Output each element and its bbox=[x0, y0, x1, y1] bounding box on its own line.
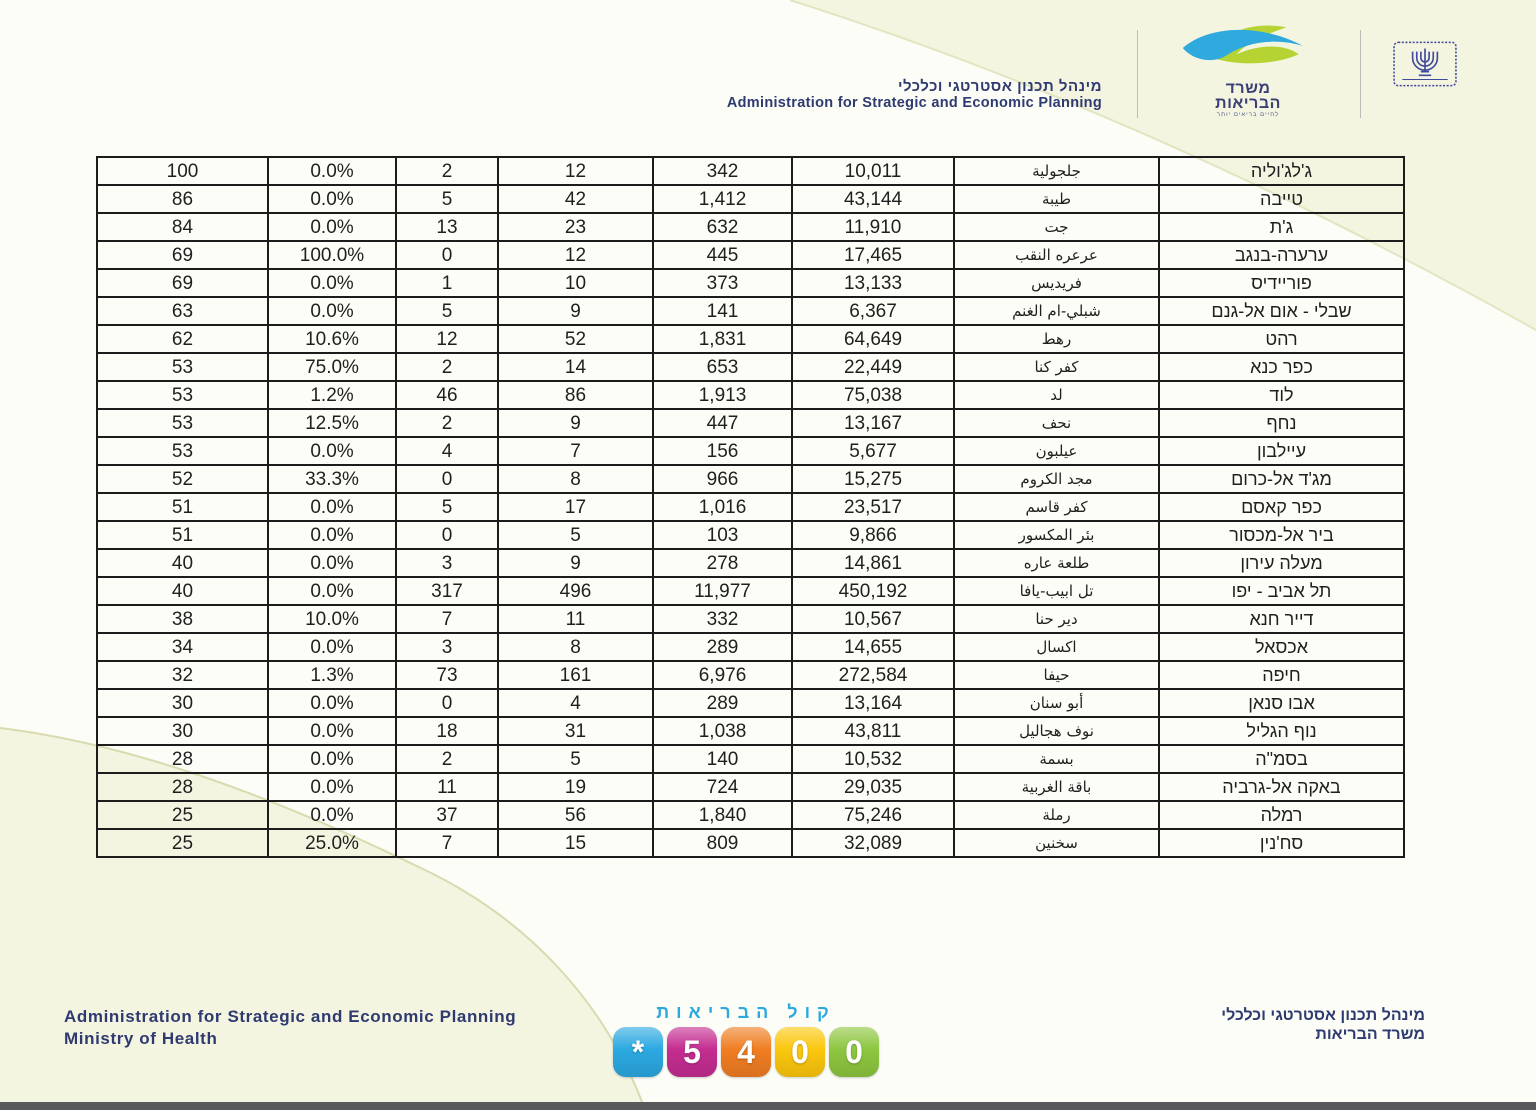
table-cell: 10.0% bbox=[268, 605, 396, 633]
table-cell: 11,910 bbox=[792, 213, 954, 241]
table-cell: 2 bbox=[396, 745, 498, 773]
table-cell: 278 bbox=[653, 549, 792, 577]
table-cell: فريديس bbox=[954, 269, 1159, 297]
table-cell: 22,449 bbox=[792, 353, 954, 381]
table-cell: كفر كنا bbox=[954, 353, 1159, 381]
table-cell: 14,861 bbox=[792, 549, 954, 577]
table-row bbox=[97, 689, 1404, 717]
table-cell: 0.0% bbox=[268, 577, 396, 605]
table-cell: מעלה עירון bbox=[1159, 549, 1404, 577]
table-cell: ביר אל-מכסור bbox=[1159, 521, 1404, 549]
table-cell: בסמ"ה bbox=[1159, 745, 1404, 773]
table-cell: 317 bbox=[396, 577, 498, 605]
health-hotline-logo bbox=[606, 1002, 886, 1077]
table-cell: 1,016 bbox=[653, 493, 792, 521]
table-cell: 5 bbox=[498, 745, 653, 773]
table-cell: כפר כנא bbox=[1159, 353, 1404, 381]
table-cell: 64,649 bbox=[792, 325, 954, 353]
table-cell: 0.0% bbox=[268, 689, 396, 717]
table-cell: נחף bbox=[1159, 409, 1404, 437]
table-row bbox=[97, 213, 1404, 241]
table-cell: أبو سنان bbox=[954, 689, 1159, 717]
table-cell: 73 bbox=[396, 661, 498, 689]
table-cell: 25 bbox=[97, 801, 268, 829]
table-cell: תל אביב - יפו bbox=[1159, 577, 1404, 605]
table-cell: 161 bbox=[498, 661, 653, 689]
table-cell: 11,977 bbox=[653, 577, 792, 605]
table-cell: 52 bbox=[97, 465, 268, 493]
table-cell: 0.0% bbox=[268, 521, 396, 549]
table-cell: 13,164 bbox=[792, 689, 954, 717]
table-cell: 43,811 bbox=[792, 717, 954, 745]
table-cell: 103 bbox=[653, 521, 792, 549]
table-cell: 11 bbox=[498, 605, 653, 633]
table-cell: 53 bbox=[97, 353, 268, 381]
table-cell: دير حنا bbox=[954, 605, 1159, 633]
table-cell: 75.0% bbox=[268, 353, 396, 381]
hotline-tile-five: 5 bbox=[667, 1027, 717, 1077]
table-cell: 1.2% bbox=[268, 381, 396, 409]
table-cell: 23 bbox=[498, 213, 653, 241]
table-cell: نوف هجاليل bbox=[954, 717, 1159, 745]
table-cell: 447 bbox=[653, 409, 792, 437]
table-cell: טייבה bbox=[1159, 185, 1404, 213]
table-cell: 0.0% bbox=[268, 157, 396, 185]
table-cell: 0.0% bbox=[268, 801, 396, 829]
table-cell: 3 bbox=[396, 549, 498, 577]
table-cell: طلعة عاره bbox=[954, 549, 1159, 577]
table-cell: 6,976 bbox=[653, 661, 792, 689]
table-cell: 86 bbox=[498, 381, 653, 409]
table-cell: סח'נין bbox=[1159, 829, 1404, 857]
table-cell: 0.0% bbox=[268, 745, 396, 773]
table-cell: 15,275 bbox=[792, 465, 954, 493]
table-cell: 332 bbox=[653, 605, 792, 633]
footer-admin-en: Administration for Strategic and Economic Planning bbox=[64, 1007, 517, 1026]
table-cell: 0.0% bbox=[268, 213, 396, 241]
table-cell: 10,011 bbox=[792, 157, 954, 185]
table-cell: 2 bbox=[396, 353, 498, 381]
table-row bbox=[97, 409, 1404, 437]
table-cell: 10,567 bbox=[792, 605, 954, 633]
table-cell: 7 bbox=[396, 829, 498, 857]
table-cell: שבלי - אום אל-גנם bbox=[1159, 297, 1404, 325]
table-cell: באקה אל-גרביה bbox=[1159, 773, 1404, 801]
table-cell: 31 bbox=[498, 717, 653, 745]
hotline-tile-four: 4 bbox=[721, 1027, 771, 1077]
table-cell: 46 bbox=[396, 381, 498, 409]
table-cell: 4 bbox=[396, 437, 498, 465]
table-cell: 5 bbox=[396, 493, 498, 521]
table-cell: 1,831 bbox=[653, 325, 792, 353]
table-cell: 13 bbox=[396, 213, 498, 241]
bottom-bar bbox=[0, 1102, 1536, 1110]
table-cell: 1,840 bbox=[653, 801, 792, 829]
table-cell: لد bbox=[954, 381, 1159, 409]
table-cell: 289 bbox=[653, 689, 792, 717]
table-cell: 445 bbox=[653, 241, 792, 269]
table-cell: רהט bbox=[1159, 325, 1404, 353]
table-cell: 30 bbox=[97, 689, 268, 717]
table-row bbox=[97, 157, 1404, 185]
table-cell: 7 bbox=[396, 605, 498, 633]
table-cell: سخنين bbox=[954, 829, 1159, 857]
municipality-table bbox=[96, 156, 1405, 858]
table-row bbox=[97, 745, 1404, 773]
table-cell: 5,677 bbox=[792, 437, 954, 465]
table-cell: נוף הגליל bbox=[1159, 717, 1404, 745]
table-cell: رهط bbox=[954, 325, 1159, 353]
table-cell: جت bbox=[954, 213, 1159, 241]
table-cell: 75,246 bbox=[792, 801, 954, 829]
table-cell: 12 bbox=[396, 325, 498, 353]
table-cell: تل ابيب-يافا bbox=[954, 577, 1159, 605]
table-cell: רמלה bbox=[1159, 801, 1404, 829]
table-cell: عيلبون bbox=[954, 437, 1159, 465]
table-cell: 809 bbox=[653, 829, 792, 857]
table-cell: עיילבון bbox=[1159, 437, 1404, 465]
table-cell: 1,913 bbox=[653, 381, 792, 409]
table-cell: 40 bbox=[97, 549, 268, 577]
table-row bbox=[97, 241, 1404, 269]
table-cell: 33.3% bbox=[268, 465, 396, 493]
table-cell: 40 bbox=[97, 577, 268, 605]
table-cell: 9 bbox=[498, 409, 653, 437]
table-cell: 0 bbox=[396, 521, 498, 549]
table-cell: 0.0% bbox=[268, 717, 396, 745]
footer-left-titles bbox=[64, 1006, 516, 1050]
table-cell: بئر المكسور bbox=[954, 521, 1159, 549]
table-cell: 0.0% bbox=[268, 493, 396, 521]
hotline-tiles bbox=[606, 1027, 886, 1077]
table-cell: 0.0% bbox=[268, 269, 396, 297]
table-cell: 9 bbox=[498, 549, 653, 577]
municipality-table-body bbox=[97, 157, 1404, 857]
footer-department-he: מינהל תכנון אסטרטגי וכלכלי bbox=[1221, 1007, 1425, 1024]
table-cell: باقة الغربية bbox=[954, 773, 1159, 801]
table-row bbox=[97, 661, 1404, 689]
table-cell: 19 bbox=[498, 773, 653, 801]
table-cell: 2 bbox=[396, 157, 498, 185]
table-row bbox=[97, 801, 1404, 829]
table-cell: 496 bbox=[498, 577, 653, 605]
table-cell: 42 bbox=[498, 185, 653, 213]
table-row bbox=[97, 773, 1404, 801]
table-cell: 38 bbox=[97, 605, 268, 633]
table-cell: اكسال bbox=[954, 633, 1159, 661]
footer-ministry-en: Ministry of Health bbox=[64, 1029, 218, 1049]
table-row bbox=[97, 437, 1404, 465]
table-cell: אכסאל bbox=[1159, 633, 1404, 661]
table-cell: 0.0% bbox=[268, 297, 396, 325]
table-cell: 0 bbox=[396, 241, 498, 269]
table-cell: 140 bbox=[653, 745, 792, 773]
table-cell: طيبة bbox=[954, 185, 1159, 213]
table-cell: 10,532 bbox=[792, 745, 954, 773]
table-cell: 9,866 bbox=[792, 521, 954, 549]
table-cell: 69 bbox=[97, 269, 268, 297]
table-cell: 9 bbox=[498, 297, 653, 325]
table-row bbox=[97, 605, 1404, 633]
table-cell: פוריידיס bbox=[1159, 269, 1404, 297]
table-cell: 450,192 bbox=[792, 577, 954, 605]
table-row bbox=[97, 521, 1404, 549]
moh-logo-tagline: לחיים בריאים יותר bbox=[1216, 112, 1280, 119]
table-row bbox=[97, 353, 1404, 381]
table-cell: חיפה bbox=[1159, 661, 1404, 689]
table-cell: شبلي-ام الغنم bbox=[954, 297, 1159, 325]
table-row bbox=[97, 633, 1404, 661]
table-cell: 10 bbox=[498, 269, 653, 297]
israel-state-emblem-icon bbox=[1392, 40, 1458, 88]
table-cell: אבו סנאן bbox=[1159, 689, 1404, 717]
table-cell: 13,167 bbox=[792, 409, 954, 437]
table-cell: 13,133 bbox=[792, 269, 954, 297]
department-title-he: מינהל תכנון אסטרטגי וכלכלי bbox=[898, 78, 1102, 95]
table-cell: 12.5% bbox=[268, 409, 396, 437]
table-cell: 28 bbox=[97, 745, 268, 773]
table-cell: رملة bbox=[954, 801, 1159, 829]
table-cell: 51 bbox=[97, 493, 268, 521]
table-cell: 342 bbox=[653, 157, 792, 185]
header-divider-left bbox=[1137, 30, 1138, 118]
table-cell: מג'ד אל-כרום bbox=[1159, 465, 1404, 493]
table-cell: 15 bbox=[498, 829, 653, 857]
table-row bbox=[97, 465, 1404, 493]
table-cell: نحف bbox=[954, 409, 1159, 437]
table-cell: 0.0% bbox=[268, 773, 396, 801]
moh-logo-title-line1: משרד bbox=[1225, 80, 1271, 97]
ministry-of-health-logo bbox=[1168, 18, 1328, 118]
table-cell: 8 bbox=[498, 633, 653, 661]
table-cell: 0.0% bbox=[268, 437, 396, 465]
table-row bbox=[97, 297, 1404, 325]
table-cell: לוד bbox=[1159, 381, 1404, 409]
table-cell: 69 bbox=[97, 241, 268, 269]
table-row bbox=[97, 829, 1404, 857]
header-department-titles bbox=[542, 78, 1102, 112]
footer-ministry-he: משרד הבריאות bbox=[1315, 1026, 1425, 1044]
table-row bbox=[97, 325, 1404, 353]
table-cell: 32 bbox=[97, 661, 268, 689]
table-cell: 100 bbox=[97, 157, 268, 185]
moh-swoosh-icon bbox=[1173, 18, 1323, 76]
table-cell: ג'לג'וליה bbox=[1159, 157, 1404, 185]
table-cell: 53 bbox=[97, 381, 268, 409]
department-title-en: Administration for Strategic and Economic Planning bbox=[726, 95, 1102, 112]
table-cell: 7 bbox=[498, 437, 653, 465]
table-cell: بسمة bbox=[954, 745, 1159, 773]
hotline-tile-star: * bbox=[613, 1027, 663, 1077]
hotline-tile-zero-1: 0 bbox=[775, 1027, 825, 1077]
table-cell: 84 bbox=[97, 213, 268, 241]
table-row bbox=[97, 185, 1404, 213]
table-cell: 0.0% bbox=[268, 633, 396, 661]
footer-right-titles bbox=[1221, 1006, 1425, 1044]
table-cell: 28 bbox=[97, 773, 268, 801]
table-cell: 86 bbox=[97, 185, 268, 213]
table-cell: 10.6% bbox=[268, 325, 396, 353]
table-cell: 17 bbox=[498, 493, 653, 521]
table-cell: 29,035 bbox=[792, 773, 954, 801]
table-row bbox=[97, 717, 1404, 745]
table-cell: 1,038 bbox=[653, 717, 792, 745]
table-cell: 75,038 bbox=[792, 381, 954, 409]
table-row bbox=[97, 269, 1404, 297]
table-cell: כפר קאסם bbox=[1159, 493, 1404, 521]
hotline-label: קול הבריאות bbox=[656, 1002, 836, 1022]
table-cell: 14,655 bbox=[792, 633, 954, 661]
header-divider-right bbox=[1360, 30, 1361, 118]
table-cell: 1,412 bbox=[653, 185, 792, 213]
table-cell: 653 bbox=[653, 353, 792, 381]
table-cell: 63 bbox=[97, 297, 268, 325]
table-cell: 0.0% bbox=[268, 185, 396, 213]
table-row bbox=[97, 493, 1404, 521]
table-cell: حيفا bbox=[954, 661, 1159, 689]
table-cell: 34 bbox=[97, 633, 268, 661]
table-cell: عرعره النقب bbox=[954, 241, 1159, 269]
table-row bbox=[97, 549, 1404, 577]
table-cell: 51 bbox=[97, 521, 268, 549]
table-cell: 3 bbox=[396, 633, 498, 661]
table-cell: 14 bbox=[498, 353, 653, 381]
table-cell: 12 bbox=[498, 157, 653, 185]
table-cell: 32,089 bbox=[792, 829, 954, 857]
table-cell: ג'ת bbox=[1159, 213, 1404, 241]
table-cell: 53 bbox=[97, 437, 268, 465]
table-cell: 141 bbox=[653, 297, 792, 325]
table-cell: 25 bbox=[97, 829, 268, 857]
table-cell: 4 bbox=[498, 689, 653, 717]
table-cell: 30 bbox=[97, 717, 268, 745]
table-cell: 17,465 bbox=[792, 241, 954, 269]
table-cell: 2 bbox=[396, 409, 498, 437]
table-cell: 289 bbox=[653, 633, 792, 661]
table-cell: 11 bbox=[396, 773, 498, 801]
table-cell: 1 bbox=[396, 269, 498, 297]
table-cell: 272,584 bbox=[792, 661, 954, 689]
table-cell: 632 bbox=[653, 213, 792, 241]
table-cell: 1.3% bbox=[268, 661, 396, 689]
table-cell: 25.0% bbox=[268, 829, 396, 857]
table-row bbox=[97, 381, 1404, 409]
table-cell: ערערה-בנגב bbox=[1159, 241, 1404, 269]
table-row bbox=[97, 577, 1404, 605]
table-cell: 23,517 bbox=[792, 493, 954, 521]
table-cell: 8 bbox=[498, 465, 653, 493]
table-cell: 0 bbox=[396, 689, 498, 717]
table-cell: 724 bbox=[653, 773, 792, 801]
table-cell: 5 bbox=[498, 521, 653, 549]
table-cell: 0.0% bbox=[268, 549, 396, 577]
table-cell: 62 bbox=[97, 325, 268, 353]
table-cell: 156 bbox=[653, 437, 792, 465]
table-cell: 12 bbox=[498, 241, 653, 269]
table-cell: דייר חנא bbox=[1159, 605, 1404, 633]
table-cell: كفر قاسم bbox=[954, 493, 1159, 521]
table-cell: 56 bbox=[498, 801, 653, 829]
table-cell: جلجولية bbox=[954, 157, 1159, 185]
table-cell: 18 bbox=[396, 717, 498, 745]
table-cell: مجد الكروم bbox=[954, 465, 1159, 493]
table-cell: 52 bbox=[498, 325, 653, 353]
moh-logo-title-line2: הבריאות bbox=[1215, 95, 1281, 113]
table-cell: 5 bbox=[396, 297, 498, 325]
table-cell: 37 bbox=[396, 801, 498, 829]
table-cell: 6,367 bbox=[792, 297, 954, 325]
table-cell: 966 bbox=[653, 465, 792, 493]
table-cell: 373 bbox=[653, 269, 792, 297]
table-cell: 43,144 bbox=[792, 185, 954, 213]
table-cell: 100.0% bbox=[268, 241, 396, 269]
hotline-tile-zero-2: 0 bbox=[829, 1027, 879, 1077]
table-cell: 53 bbox=[97, 409, 268, 437]
table-cell: 0 bbox=[396, 465, 498, 493]
table-cell: 5 bbox=[396, 185, 498, 213]
